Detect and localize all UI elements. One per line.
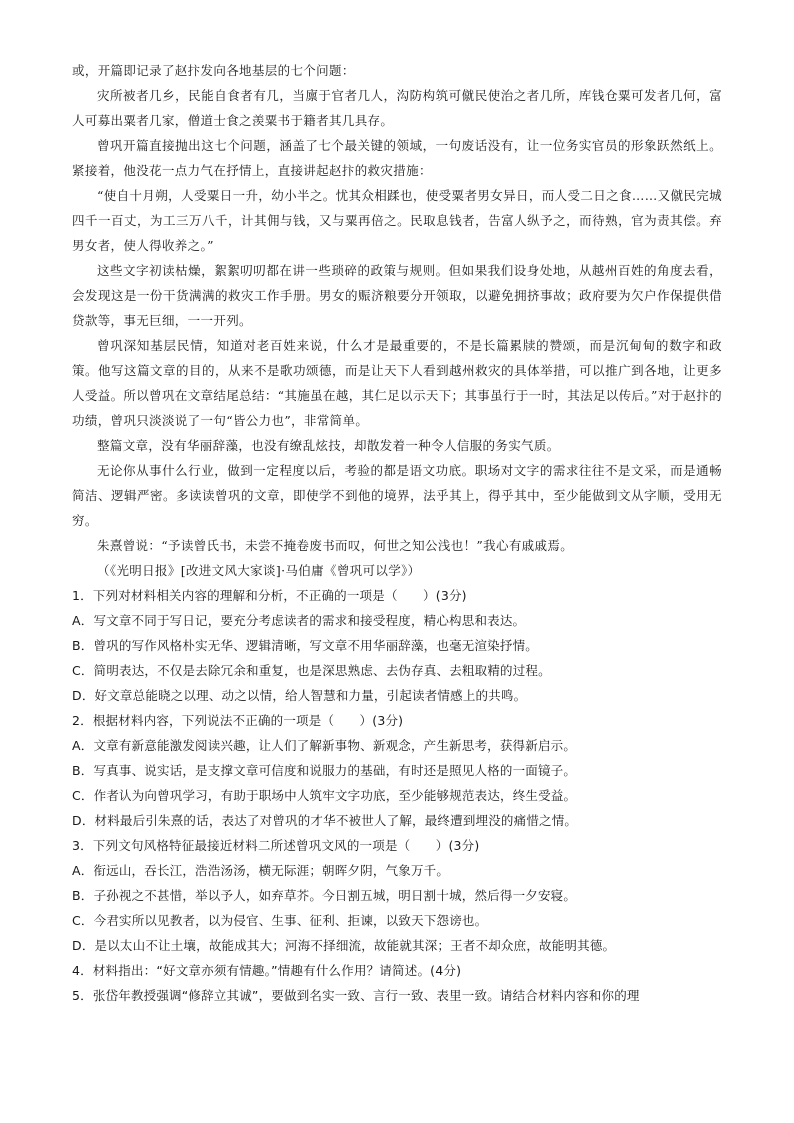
question-3-option-a: A．衔远山，吞长江，浩浩汤汤，横无际涯；朝晖夕阴，气象万千。 <box>72 863 450 878</box>
passage-paragraph: 这些文字初读枯燥，絮絮叨叨都在讲一些琐碎的政策与规则。但如果我们设身处地，从越州百姓的角度去看，会发现这是一份干货满满的救灾工作手册。男女的赈济粮要分开领取，以避免拥挤事故；政府要为欠户作保提供借贷款等，事无巨细，一一开列。 <box>72 263 722 328</box>
question-2-option-c: C．作者认为向曾巩学习，有助于职场中人筑牢文字功底，至少能够规范表达，终生受益。 <box>72 788 577 803</box>
question-2-option-d: D．材料最后引朱熹的话，表达了对曾巩的才华不被世人了解，最终遭到埋没的痛惜之情。 <box>72 813 578 828</box>
question-5-stem: 5．张岱年教授强调“修辞立其诚”，要做到名实一致、言行一致、表里一致。请结合材料内容和你的理 <box>72 988 640 1003</box>
question-3-stem: 3．下列文句风格特征最接近材料二所述曾巩文风的一项是（ ）(3分) <box>72 838 480 853</box>
question-1-option-b: B．曾巩的写作风格朴实无华、逻辑清晰，写文章不用华丽辞藻，也毫无渲染抒情。 <box>72 638 538 653</box>
question-list <box>72 583 722 1008</box>
passage-paragraph: 朱熹曾说：“予读曾氏书，未尝不掩卷废书而叹，何世之知公浅也！”我心有戚戚焉。 <box>97 538 574 553</box>
question-3-option-b: B．子孙视之不甚惜，举以予人，如弃草芥。今日割五城，明日割十城，然后得一夕安寝。 <box>72 888 577 903</box>
question-3-option-d: D．是以太山不让土壤，故能成其大；河海不择细流，故能就其深；王者不却众庶，故能明其德。 <box>72 938 616 953</box>
question-2-option-b: B．写真事、说实话，是支撑文章可信度和说服力的基础，有时还是照见人格的一面镜子。 <box>72 763 577 778</box>
passage-paragraph: 整篇文章，没有华丽辞藻，也没有缭乱炫技，却散发着一种令人信服的务实气质。 <box>97 438 560 453</box>
reading-passage <box>72 58 722 583</box>
question-2-stem: 2．根据材料内容，下列说法不正确的一项是（ ）(3分) <box>72 713 404 728</box>
question-1-stem: 1．下列对材料相关内容的理解和分析，不正确的一项是（ ）(3分) <box>72 588 467 603</box>
question-2-option-a: A．文章有新意能激发阅读兴趣，让人们了解新事物、新观念，产生新思考，获得新启示。 <box>72 738 577 753</box>
passage-paragraph: 灾所被者几乡，民能自食者有几，当廪于官者几人，沟防构筑可僦民使治之者几所，库钱仓粟可发者几何，富人可募出粟者几家，僧道士食之羡粟书于籍者其几具存。 <box>72 88 722 128</box>
question-1-option-c: C．简明表达，不仅是去除冗余和重复，也是深思熟虑、去伪存真、去粗取精的过程。 <box>72 663 551 678</box>
question-1-option-a: A．写文章不同于写日记，要充分考虑读者的需求和接受程度，精心构思和表达。 <box>72 613 526 628</box>
document-page <box>72 58 722 1008</box>
question-1-option-d: D．好文章总能晓之以理、动之以情，给人智慧和力量，引起读者情感上的共鸣。 <box>72 688 527 703</box>
passage-paragraph: 曾巩开篇直接抛出这七个问题，涵盖了七个最关键的领域，一句废话没有，让一位务实官员的形象跃然纸上。紧接着，他没花一点力气在抒情上，直接讲起赵抃的救灾措施： <box>72 138 722 178</box>
passage-paragraph: 或，开篇即记录了赵抃发向各地基层的七个问题： <box>72 63 355 78</box>
passage-source: （《光明日报》[改进文风大家谈]·马伯庸《曾巩可以学》） <box>97 563 421 578</box>
passage-paragraph: 曾巩深知基层民情，知道对老百姓来说，什么才是最重要的，不是长篇累牍的赞颂，而是沉甸甸的数字和政策。他写这篇文章的目的，从来不是歌功颂德，而是让天下人看到越州救灾的具体举措，可以推广到各地，让更多人受益。所以曾巩在文章结尾总结：“其施虽在越，其仁足以示天下；其事虽行于一时，其法足以传后。”对于赵抃的功绩，曾巩只淡淡说了一句“皆公力也”，非常简单。 <box>72 338 722 428</box>
passage-paragraph: “使自十月朔，人受粟日一升，幼小半之。忧其众相蹂也，使受粟者男女异日，而人受二日之食……又僦民完城四千一百丈，为工三万八千，计其佣与钱，又与粟再倍之。民取息钱者，告富人纵予之，而待熟，官为责其偿。弃男女者，使人得收养之。” <box>72 188 722 253</box>
question-3-option-c: C．今君实所以见教者，以为侵官、生事、征利、拒谏，以致天下怨谤也。 <box>72 913 488 928</box>
question-4-stem: 4．材料指出：“好文章亦须有情趣。”情趣有什么作用？请简述。(4分) <box>72 963 462 978</box>
passage-paragraph: 无论你从事什么行业，做到一定程度以后，考验的都是语文功底。职场对文字的需求往往不是文采，而是通畅简洁、逻辑严密。多读读曾巩的文章，即使学不到他的境界，法乎其上，得乎其中，至少能做到文从字顺，受用无穷。 <box>72 463 722 528</box>
